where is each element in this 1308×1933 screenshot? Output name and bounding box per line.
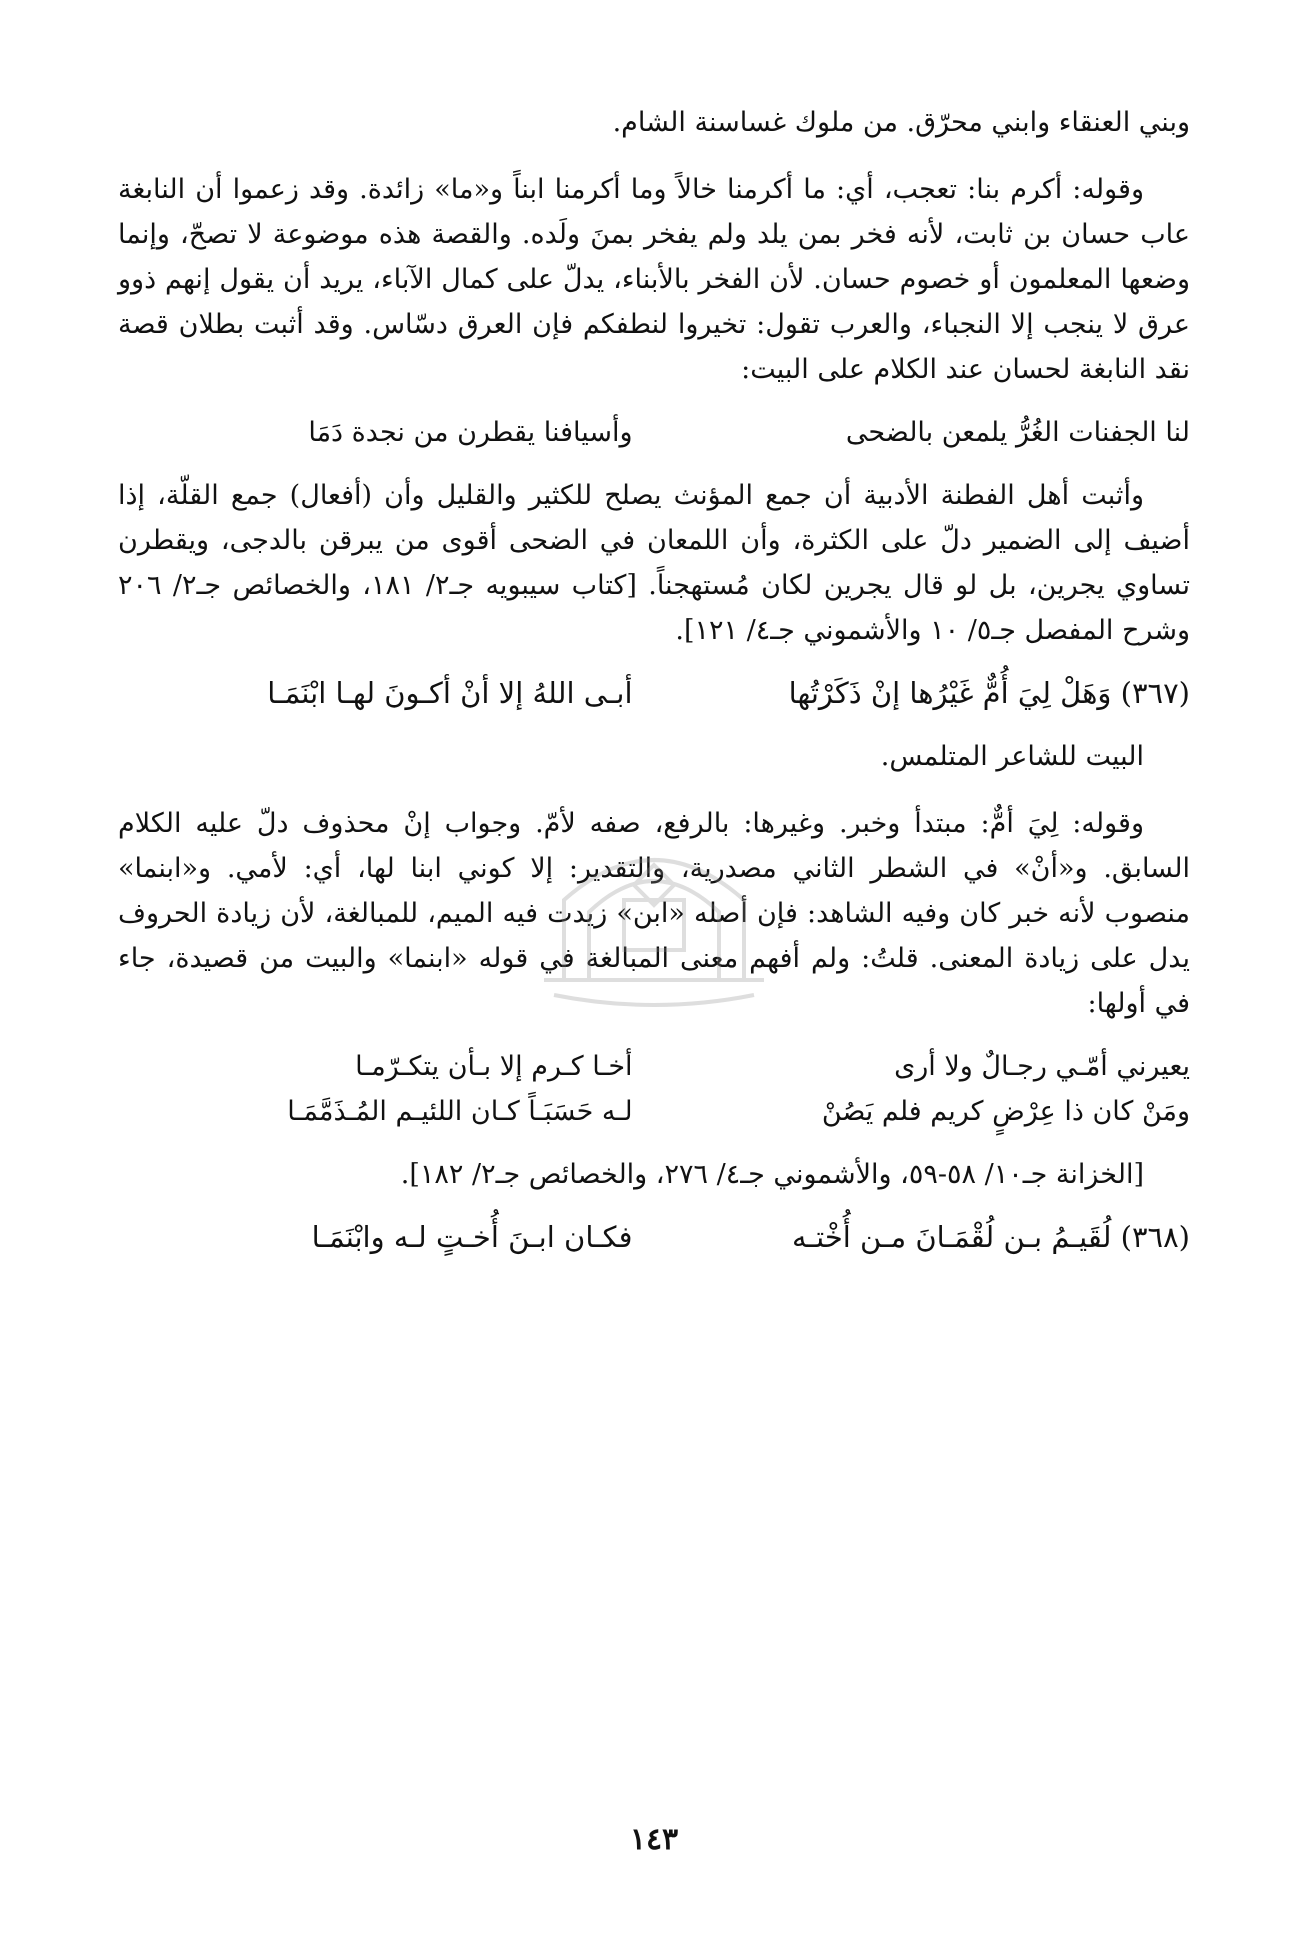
source-references: [الخزانة جـ١٠/ ٥٨-٥٩، والأشموني جـ٤/ ٢٧٦، والخصائص جـ٢/ ١٨٢]. <box>400 1159 1144 1190</box>
poem-line-1-first-hemistich: يعيرني أمّـي رجـالٌ ولا أرى <box>894 1051 1190 1082</box>
commentary-paragraph-3: وقوله: لِيَ أمٌّ: مبتدأ وخبر. وغيرها: بالرفع، صفه لأمّ. وجواب إنْ محذوف دلّ عليه الكلام السابق. و«أنْ» في الشطر الثاني مصدرية، والتقدير: إلا كوني ابنا لها، أي: لأمي. و«ابنما» منصوب لأنه خبر كان وفيه الشاهد: فإن أصله «ابن» زيدت فيه الميم، للمبالغة، لأن زيادة الحروف يدل على زيادة المعنى. قلتُ: ولم أفهم معنى المبالغة في قوله «ابنما» والبيت من قصيدة، جاء في أولها: <box>118 808 1190 1019</box>
verse-368-first-hemistich: (٣٦٨) لُقَيـمُ بـن لُقْمَـانَ مـن أُخْتـه <box>792 1220 1190 1254</box>
verse-367 <box>118 671 1190 716</box>
page-number: ١٤٣ <box>629 1822 679 1857</box>
text-column <box>118 100 1190 1278</box>
poem-line-1 <box>118 1044 1190 1089</box>
verse-1-second-hemistich: وأسيافنا يقطرن من نجدة دَمَا <box>308 417 633 448</box>
poem-excerpt <box>118 1044 1190 1134</box>
continued-line: وبني العنقاء وابني محرّق. من ملوك غساسنة الشام. <box>612 107 1190 138</box>
verse-367-second-hemistich: أبـى اللهُ إلا أنْ أكـونَ لهـا ابْنَمَـا <box>267 676 633 710</box>
poem-line-2-second-hemistich: لـه حَسَبَـاً كـان اللئيـم المُـذَمَّمَـا <box>287 1096 633 1127</box>
library-seal-watermark-icon <box>524 830 784 1010</box>
commentary-paragraph-1: وقوله: أكرم بنا: تعجب، أي: ما أكرمنا خالاً وما أكرمنا ابناً و«ما» زائدة. وقد زعموا أن النابغة عاب حسان بن ثابت، لأنه فخر بمن يلد ولم يفخر بمنَ ولَده. والقصة هذه موضوعة لا تصحّ، وإنما وضعها المعلمون أو خصوم حسان. لأن الفخر بالأبناء، يدلّ على كمال الآباء، يريد أن يقول إنهم ذوو عرق لا ينجب إلا النجباء، والعرب تقول: تخيروا لنطفكم فإن العرق دسّاس. وقد أثبت بطلان قصة نقد النابغة لحسان عند الكلام على البيت: <box>118 174 1190 385</box>
commentary-paragraph-2: وأثبت أهل الفطنة الأدبية أن جمع المؤنث يصلح للكثير والقليل وأن (أفعال) جمع القلّة، إذا أضيف إلى الضمير دلّ على الكثرة، وأن اللمعان في الضحى أقوى من يبرقن بالدجى، ويقطرن تساوي يجرين، بل لو قال يجرين لكان مُستهجناً. [كتاب سيبويه جـ٢/ ١٨١، والخصائص جـ٢/ ٢٠٦ وشرح المفصل جـ٥/ ١٠ والأشموني جـ٤/ ١٢١]. <box>118 480 1190 646</box>
verse-367-first-hemistich: (٣٦٧) وَهَلْ لِيَ أُمٌّ غَيْرُها إنْ ذَكَرْتُها <box>788 676 1190 710</box>
poet-attribution: البيت للشاعر المتلمس. <box>880 741 1144 772</box>
verse-368 <box>118 1215 1190 1260</box>
verse-1-first-hemistich: لنا الجفنات الغُرُّ يلمعن بالضحى <box>845 417 1190 448</box>
poem-line-1-second-hemistich: أخـا كـرم إلا بـأن يتكـرّمـا <box>355 1051 633 1082</box>
verse-1 <box>118 410 1190 455</box>
verse-368-second-hemistich: فكـان ابـنَ أُخـتٍ لـه وابْنَمَـا <box>311 1220 633 1254</box>
poem-line-2 <box>118 1089 1190 1134</box>
poem-line-2-first-hemistich: ومَنْ كان ذا عِرْضٍ كريم فلم يَصُنْ <box>821 1096 1190 1127</box>
